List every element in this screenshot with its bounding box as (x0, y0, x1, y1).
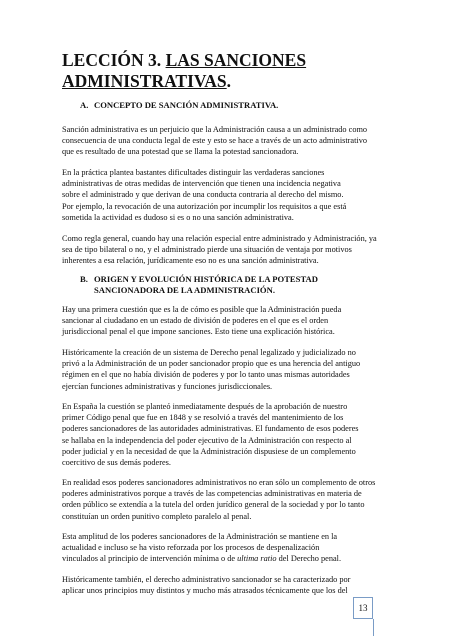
section-b-letter: B. (80, 274, 88, 284)
p6-line-1: En España la cuestión se planteó inmediatamente después de la aprobación de nuestro (62, 402, 348, 411)
p7-line-4: constituían un orden punitivo completo paralelo al penal. (62, 511, 252, 521)
p5-line-3: régimen en el que no había división de poderes y por lo tanto unas mismas autoridades (62, 370, 350, 380)
p2-line-4: Por ejemplo, la revocación de una autorización por incumplir los requisitos a que está (62, 201, 347, 211)
p8-line-3-end: del Derecho penal. (276, 554, 342, 564)
section-b-title-2: SANCIONADORA DE LA ADMINISTRACIÓN. (94, 285, 275, 295)
p5-line-2: privó a la Administración de un poder sancionador propio que es una herencia del antiguo (62, 359, 361, 369)
paragraph-9 (62, 574, 402, 596)
title-prefix: LECCIÓN 3. (62, 50, 166, 70)
p3-line-1: Como regla general, cuando hay una relación especial entre administrado y Administración, ya (62, 234, 377, 243)
p7-line-1: En realidad esos poderes sancionadores administrativos no eran sólo un complemento de otros (62, 478, 376, 487)
p3-line-2: sea de tipo bilateral o no, y el administrado pierde una situación de ventaja por motivos (62, 245, 352, 255)
lesson-title (62, 50, 382, 92)
title-underlined-1: LAS SANCIONES (165, 50, 307, 70)
section-a-title: CONCEPTO DE SANCIÓN ADMINISTRATIVA. (94, 100, 279, 110)
paragraph-3 (62, 233, 402, 267)
paragraph-7 (62, 477, 402, 522)
p2-line-2: administrativas de otras medidas de intervención que tienen una incidencia negativa (62, 179, 341, 189)
p6-line-3: poderes sancionadores de las autoridades administrativas. El fundamento de esos poderes (62, 424, 359, 434)
p1-line-3: que es resultado de una potestad que se llama la potestad sancionadora. (62, 147, 299, 157)
p1-line-2: consecuencia de una conducta legal de este y esto se hace a través de un acto administrativo (62, 136, 368, 146)
footer-rule (373, 619, 374, 636)
section-b-heading (80, 274, 400, 296)
paragraph-8 (62, 531, 402, 565)
p6-line-4: se hallaba en la independencia del poder ejecutivo de la Administración con respecto al (62, 435, 352, 445)
p5-line-1: Históricamente la creación de un sistema de Derecho penal legalizado y judicializado no (62, 348, 356, 357)
p2-line-3: sobre el administrado y que derivan de una conducta contraria al derecho del mismo. (62, 190, 344, 200)
paragraph-5 (62, 347, 402, 392)
p4-line-3: jurisdiccional penal el que impone sanciones. Esto tiene una explicación histórica. (62, 327, 335, 337)
p8-line-2: actualidad e incluso se ha visto reforzada por los procesos de despenalización (62, 543, 320, 553)
paragraph-2 (62, 167, 402, 223)
p7-line-3: orden público se extendía a la tutela del orden jurídico general de la sociedad y por lo tanto (62, 500, 365, 510)
title-suffix: . (226, 71, 232, 91)
p3-line-3: inherentes a esa relación, jurídicamente eso no es una sanción administrativa. (62, 256, 319, 266)
paragraph-4 (62, 304, 402, 338)
p5-line-4: ejercían funciones administrativas y funciones jurisdiccionales. (62, 381, 273, 391)
p8-line-3-start: vinculados al principio de intervención mínima o de (62, 554, 238, 564)
p7-line-2: poderes administrativos porque a través de las competencias administrativas en materia de (62, 489, 362, 499)
p4-line-1: Hay una primera cuestión que es la de cómo es posible que la Administración pueda (62, 305, 342, 314)
p9-line-1: Históricamente también, el derecho administrativo sancionador se ha caracterizado por (62, 575, 351, 584)
p2-line-5: sometida la actividad es dudoso si es o no una sanción administrativa. (62, 212, 294, 222)
p1-line-1: Sanción administrativa es un perjuicio que la Administración causa a un administrado como (62, 125, 368, 134)
p6-line-2: primer Código penal que fue en 1848 y se resolvió a través del mantenimiento de los (62, 413, 344, 423)
page-number: 13 (353, 597, 373, 619)
paragraph-1 (62, 124, 402, 158)
title-underlined-2: ADMINISTRATIVAS (62, 71, 227, 91)
paragraph-6 (62, 401, 402, 468)
section-b-title-1: ORIGEN Y EVOLUCIÓN HISTÓRICA DE LA POTESTAD (94, 274, 318, 284)
p8-italic-term: ultima ratio (237, 554, 277, 564)
p6-line-6: coercitivo de sus demás poderes. (62, 458, 171, 468)
p8-line-3 (62, 553, 402, 564)
p4-line-2: sancionar al ciudadano en un estado de división de poderes en el que es el orden (62, 316, 329, 326)
p2-line-1: En la práctica plantea bastantes dificultades distinguir las verdaderas sanciones (62, 168, 325, 177)
p6-line-5: poder judicial y en la necesidad de que la Administración dispusiese de un complemento (62, 446, 356, 456)
section-a-heading (80, 100, 400, 111)
p8-line-1: Esta amplitud de los poderes sancionadores de la Administración se mantiene en la (62, 532, 338, 541)
p9-line-2: aplicar unos principios muy distintos y mucho más atrasados técnicamente que los del (62, 586, 348, 596)
section-a-letter: A. (80, 100, 89, 110)
